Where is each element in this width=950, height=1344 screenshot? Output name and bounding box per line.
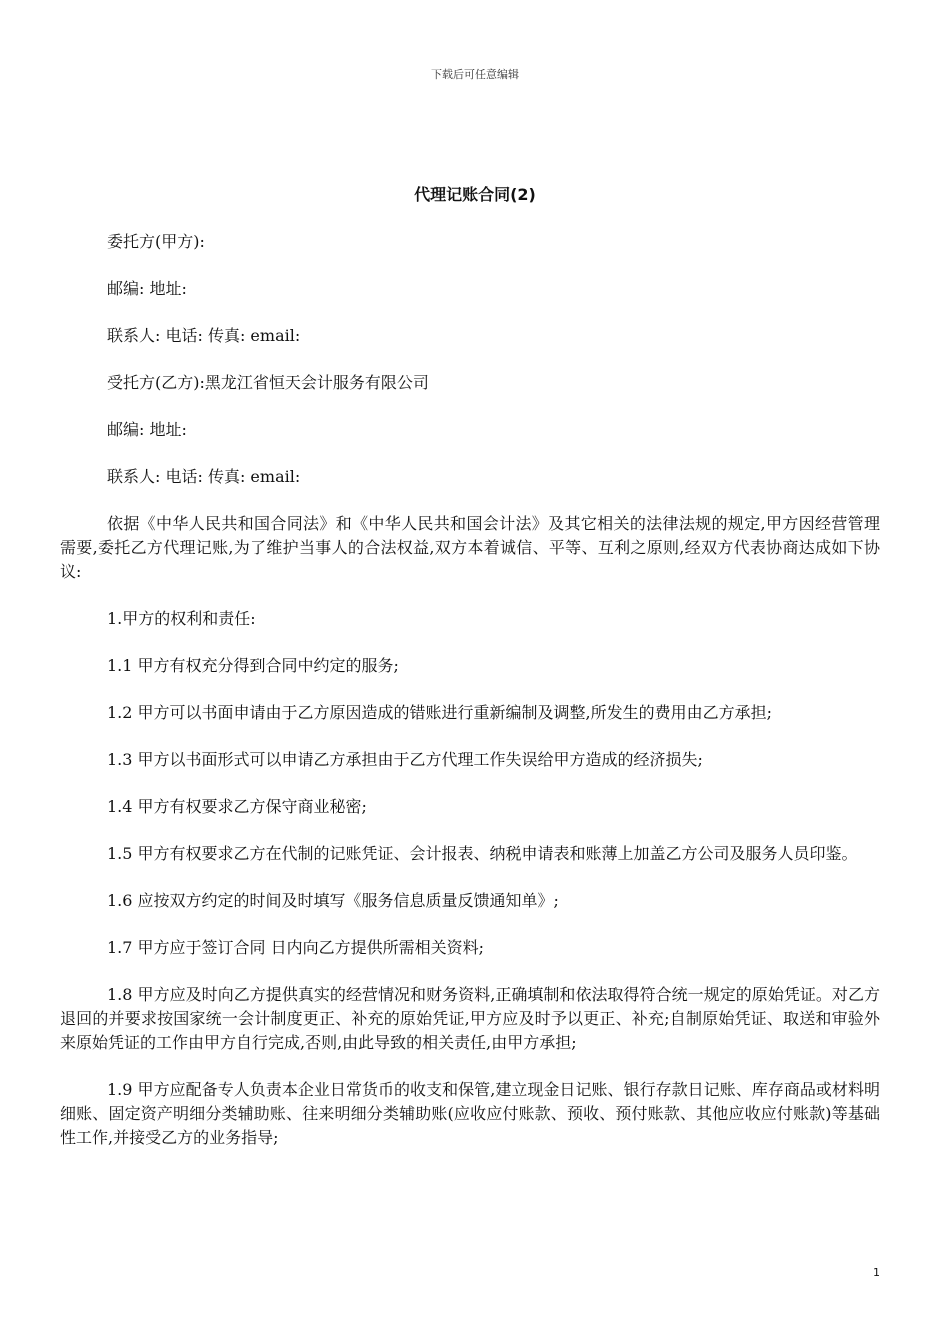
clause-1-1: 1.1 甲方有权充分得到合同中约定的服务; xyxy=(107,656,399,675)
clause-1-7: 1.7 甲方应于签订合同 日内向乙方提供所需相关资料; xyxy=(107,938,485,957)
clause-1-6: 1.6 应按双方约定的时间及时填写《服务信息质量反馈通知单》; xyxy=(107,891,559,910)
preamble-paragraph: 依据《中华人民共和国合同法》和《中华人民共和国会计法》及其它相关的法律法规的规定,甲方因经营管理需要,委托乙方代理记账,为了维护当事人的合法权益,双方本着诚信、平等、互利之原则,经双方代表协商达成如下协议: xyxy=(60,514,880,581)
clause-1-5: 1.5 甲方有权要求乙方在代制的记账凭证、会计报表、纳税申请表和账薄上加盖乙方公司及服务人员印鉴。 xyxy=(107,844,858,863)
header-note: 下载后可任意编辑 xyxy=(431,68,519,81)
page-number: 1 xyxy=(873,1266,880,1279)
party-a-postcode-address: 邮编: 地址: xyxy=(107,279,187,298)
document-title: 代理记账合同(2) xyxy=(414,185,536,204)
party-b-postcode-address: 邮编: 地址: xyxy=(107,420,187,439)
clause-1-2: 1.2 甲方可以书面申请由于乙方原因造成的错账进行重新编制及调整,所发生的费用由乙方承担; xyxy=(107,703,773,722)
clause-1-8: 1.8 甲方应及时向乙方提供真实的经营情况和财务资料,正确填制和依法取得符合统一规定的原始凭证。对乙方退回的并要求按国家统一会计制度更正、补充的原始凭证,甲方应及时予以更正、补充;自制原始凭证、取送和审验外来原始凭证的工作由甲方自行完成,否则,由此导致的相关责任,由甲方承担; xyxy=(60,985,880,1052)
clause-1-4: 1.4 甲方有权要求乙方保守商业秘密; xyxy=(107,797,367,816)
party-a-label: 委托方(甲方): xyxy=(107,232,205,251)
document-body xyxy=(60,230,880,1173)
clause-1-3: 1.3 甲方以书面形式可以申请乙方承担由于乙方代理工作失误给甲方造成的经济损失; xyxy=(107,750,703,769)
clause-1-9: 1.9 甲方应配备专人负责本企业日常货币的收支和保管,建立现金日记账、银行存款日记账、库存商品或材料明细账、固定资产明细分类辅助账、往来明细分类辅助账(应收应付账款、预收、预付账款、其他应收应付账款)等基础性工作,并接受乙方的业务指导; xyxy=(60,1080,880,1147)
party-a-contact: 联系人: 电话: 传真: email: xyxy=(107,326,301,345)
section-heading-1: 1.甲方的权利和责任: xyxy=(107,609,256,628)
party-b-contact: 联系人: 电话: 传真: email: xyxy=(107,467,301,486)
party-b-label: 受托方(乙方):黑龙江省恒天会计服务有限公司 xyxy=(107,373,429,392)
